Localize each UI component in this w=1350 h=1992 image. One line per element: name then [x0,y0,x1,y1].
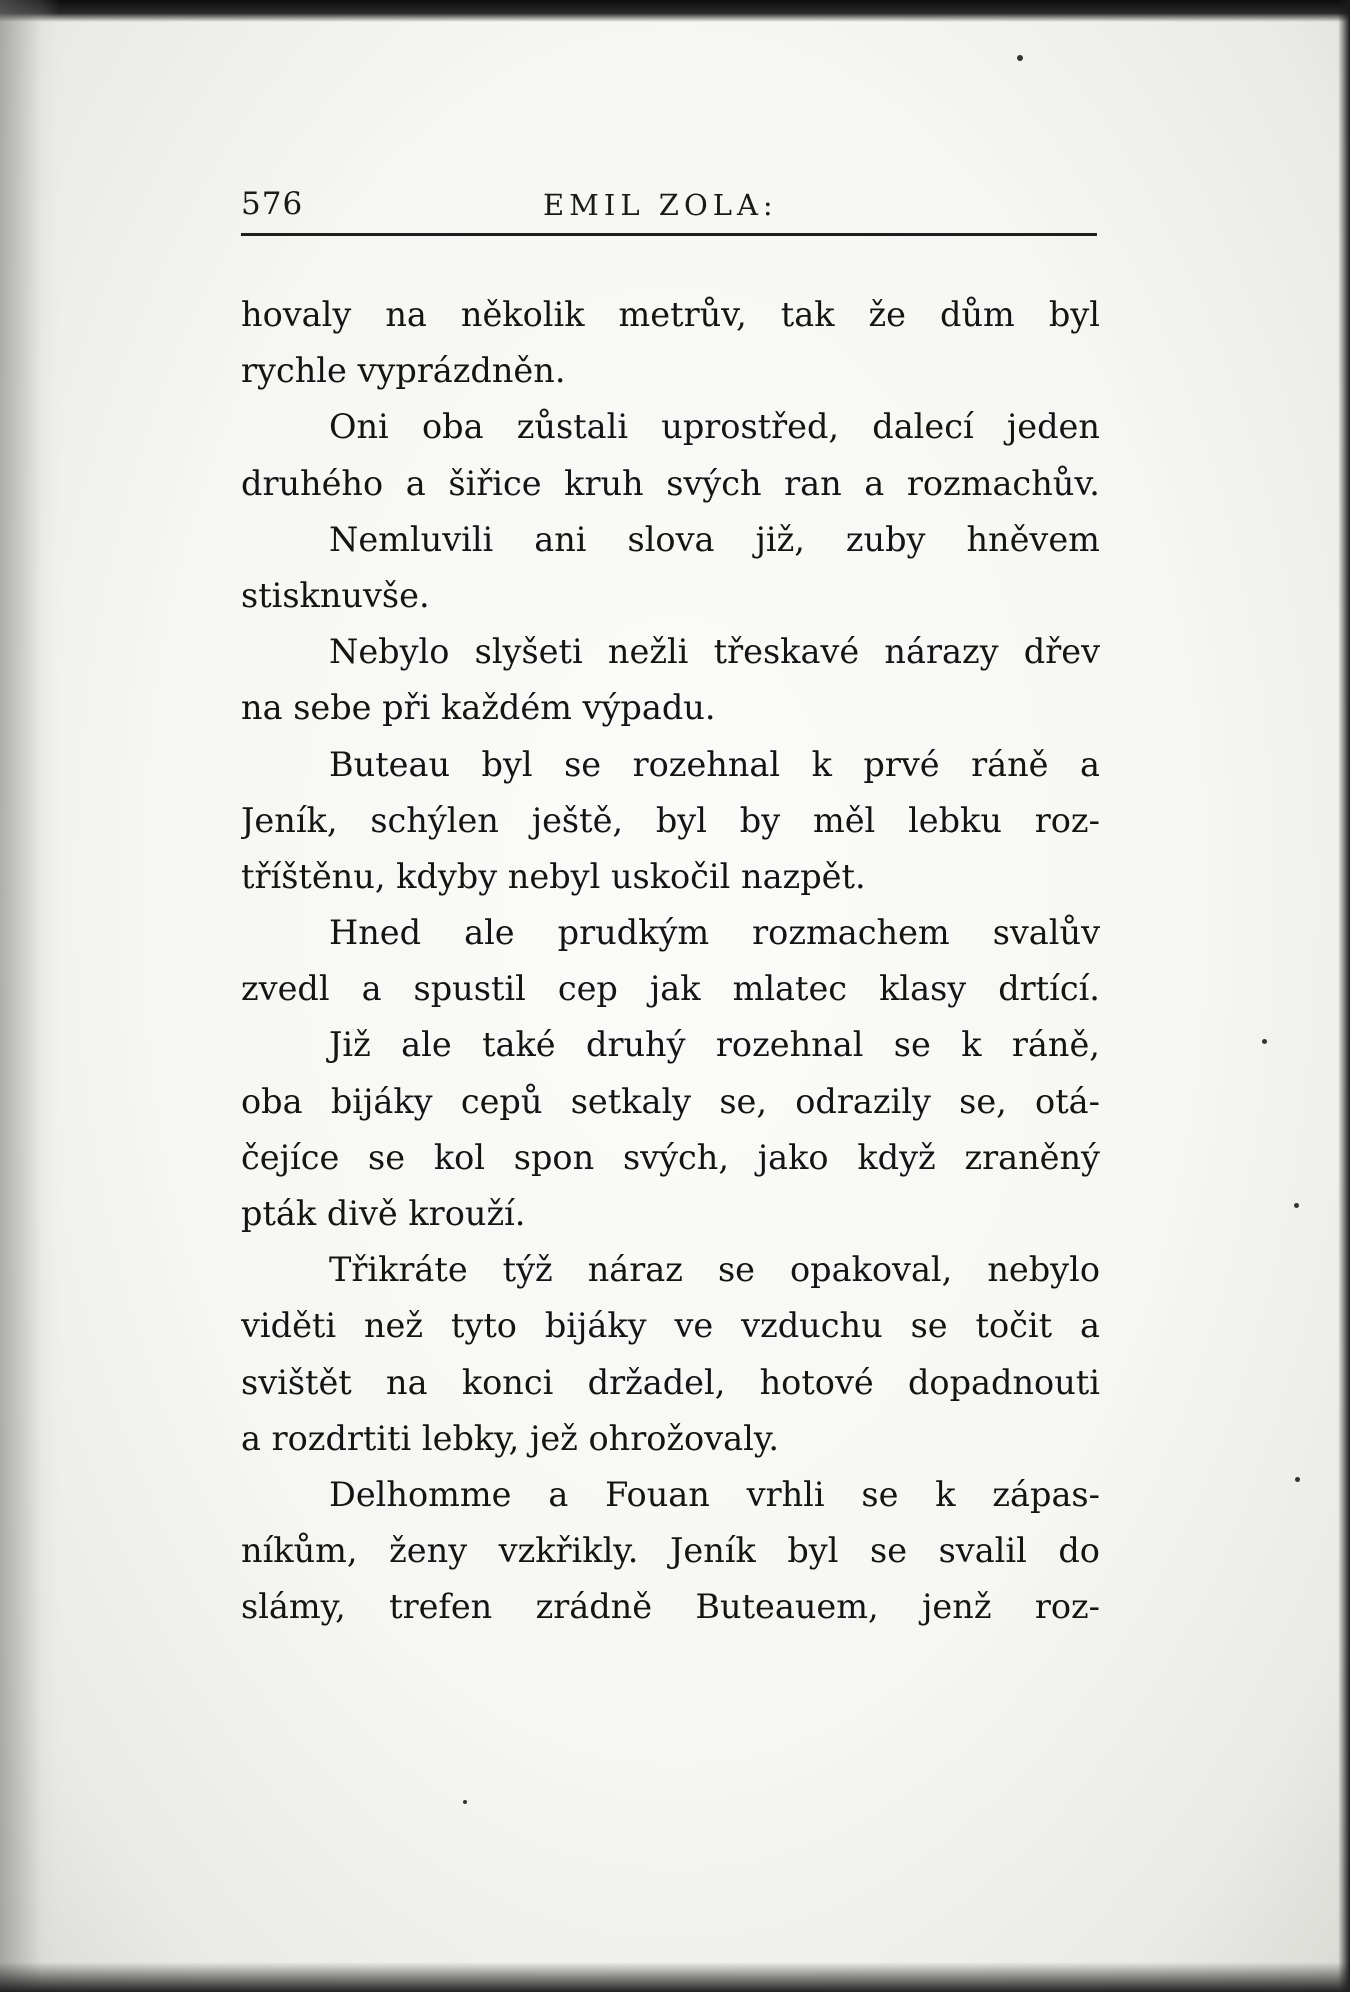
running-head [241,186,1097,228]
text-line: Nebylo slyšeti nežli třeskavé nárazy dřev [329,632,1100,672]
paragraph [241,287,1100,399]
text-line: slámy, trefen zrádně Buteauem, jenž roz- [241,1587,1100,1627]
text-line: Již ale také druhý rozehnal se k ráně, [329,1025,1100,1065]
paragraph [241,737,1100,906]
paragraph [241,1017,1100,1242]
paragraph [241,624,1100,736]
text-line: čejíce se kol spon svých, jako když zraněný [241,1137,1100,1177]
text-line: stisknuvše. [241,575,430,615]
text-line: níkům, ženy vzkřikly. Jeník byl se svalil do [241,1531,1100,1571]
header-title: EMIL ZOLA: [543,188,778,222]
scan-speck [463,1800,467,1804]
paragraph [241,399,1100,511]
scan-edge-bottom [0,1962,1350,1992]
text-line: hovaly na několik metrův, tak že dům byl [241,295,1100,334]
text-line: Třikráte týž náraz se opakoval, nebylo [329,1250,1100,1290]
text-line: zvedl a spustil cep jak mlatec klasy drtící. [241,969,1100,1009]
page-number: 576 [241,186,304,222]
text-line: svištět na konci držadel, hotové dopadnouti [241,1362,1100,1402]
text-line: Delhomme a Fouan vrhli se k zápas- [329,1474,1100,1514]
paragraph [241,512,1100,624]
scan-edge-left [0,0,60,1992]
paragraph [241,1467,1100,1636]
text-line: Nemluvili ani slova již, zuby hněvem [329,519,1100,559]
text-line: rychle vyprázdněn. [241,351,566,391]
paragraph [241,905,1100,1017]
text-line: tříštěnu, kdyby nebyl uskočil nazpět. [241,856,866,896]
text-line: Jeník, schýlen ještě, byl by měl lebku roz- [241,800,1100,840]
body-text [241,287,1100,1636]
scan-edge-top [0,0,1350,22]
text-line: Buteau byl se rozehnal k prvé ráně a [329,744,1100,784]
paragraph [241,1242,1100,1467]
text-line: a rozdrtiti lebky, jež ohrožovaly. [241,1418,779,1458]
scan-speck [1017,55,1023,61]
scan-speck [1295,1477,1300,1482]
text-line: viděti než tyto bijáky ve vzduchu se točit a [241,1306,1100,1346]
scan-speck [1262,1039,1267,1044]
text-line: druhého a šiřice kruh svých ran a rozmachův. [241,463,1100,503]
header-rule [241,233,1097,236]
text-line: oba bijáky cepů setkaly se, odrazily se, otá- [241,1081,1100,1121]
scan-edge-right [1338,0,1350,1992]
text-line: na sebe při každém výpadu. [241,688,716,728]
text-line: pták divě krouží. [241,1194,526,1233]
text-line: Hned ale prudkým rozmachem svalův [329,913,1100,953]
text-line: Oni oba zůstali uprostřed, dalecí jeden [329,407,1100,447]
scan-speck [1294,1203,1299,1208]
